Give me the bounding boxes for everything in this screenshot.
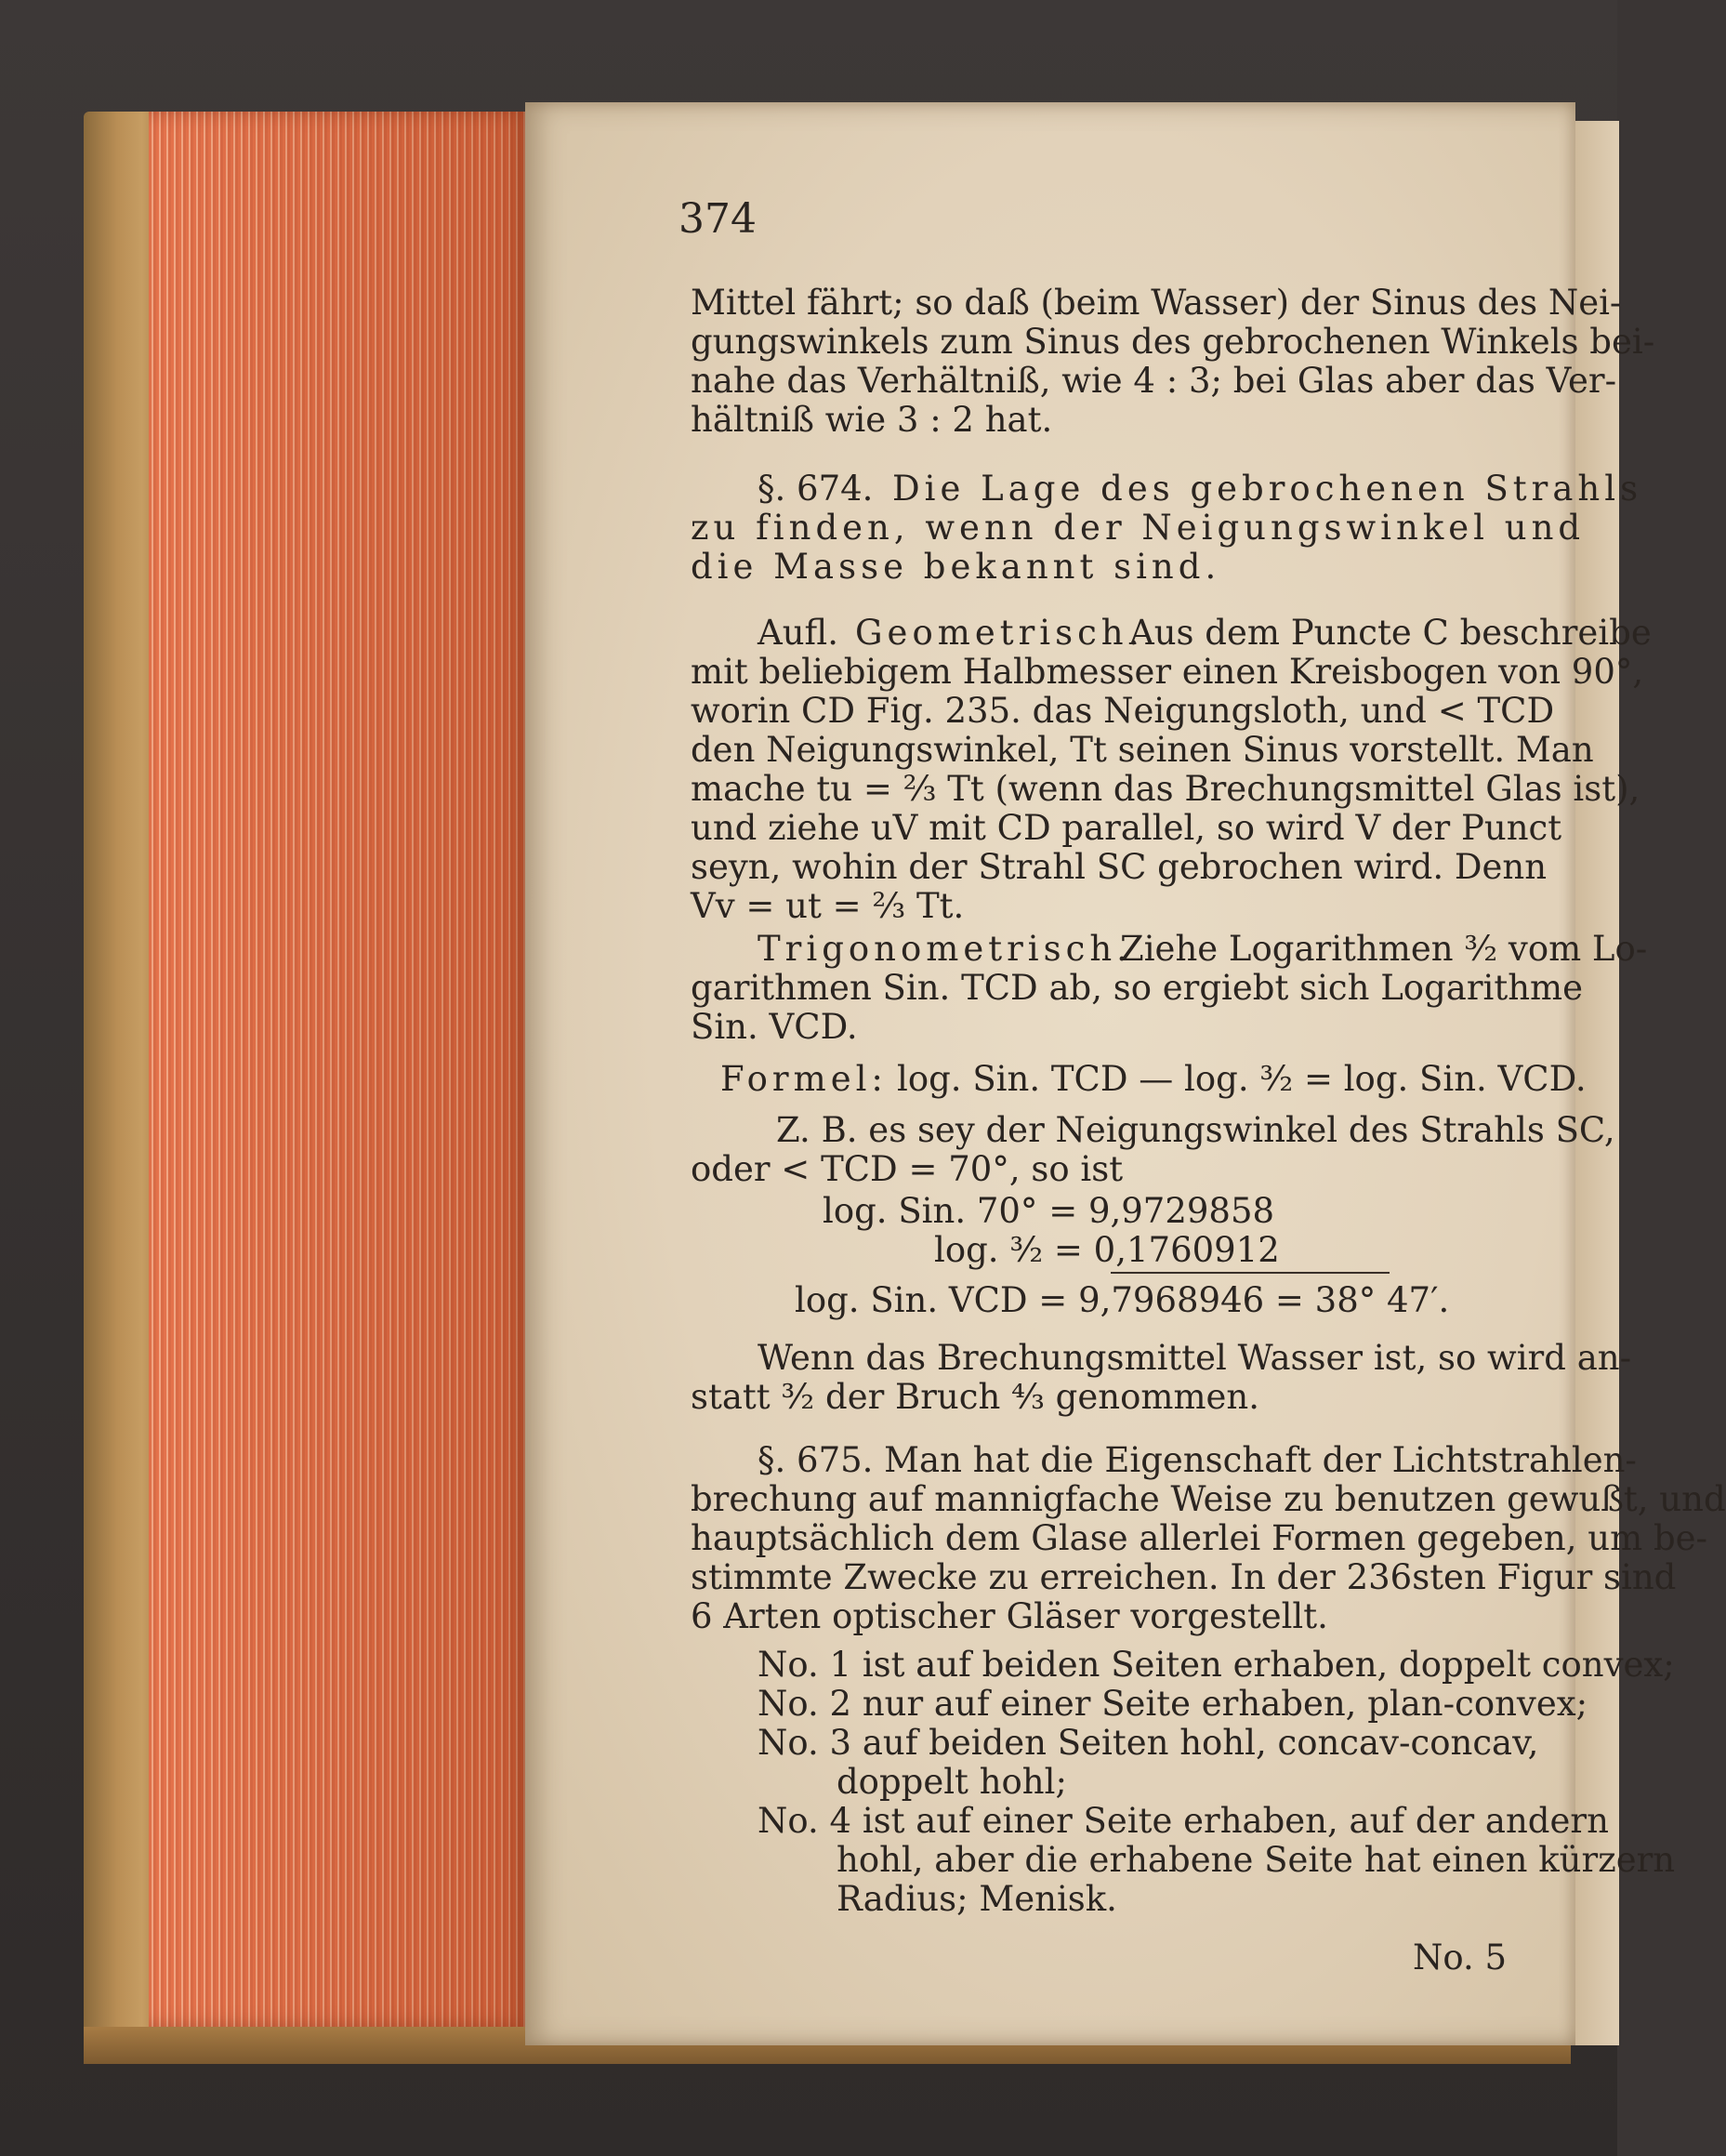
book-page <box>525 102 1726 2045</box>
text-line: mache tu = ⅔ Tt (wenn das Brechungsmittel Glas ist), <box>691 769 1640 809</box>
text-line: seyn, wohin der Strahl SC gebrochen wird. Denn <box>691 847 1548 887</box>
list-item: No. 3 auf beiden Seiten hohl, concav-concav, <box>758 1723 1539 1763</box>
text-line: hältniß wie 3 : 2 hat. <box>691 400 1053 440</box>
sum-rule <box>1111 1272 1390 1274</box>
formula-label: Formel: <box>720 1059 888 1099</box>
calculation-line: log. Sin. 70° = 9,9729858 <box>823 1191 1275 1231</box>
text-line: Mittel fährt; so daß (beim Wasser) der Sinus des Nei- <box>691 283 1622 323</box>
text-line: garithmen Sin. TCD ab, so ergiebt sich Logarithme <box>691 968 1584 1008</box>
text-line: gungswinkels zum Sinus des gebrochenen Winkels bei- <box>691 322 1655 362</box>
text-line: Geometrisch. <box>855 613 1144 653</box>
text-line: Aus dem Puncte C beschreibe <box>1129 613 1652 653</box>
text-line: mit beliebigem Halbmesser einen Kreisbogen von 90°, <box>691 652 1644 692</box>
text-line: den Neigungswinkel, Tt seinen Sinus vorstellt. Man <box>691 730 1594 770</box>
text-line: stimmte Zwecke zu erreichen. In der 236sten Figur sind <box>691 1557 1677 1597</box>
text-line: §. 675. Man hat die Eigenschaft der Lichtstrahlen- <box>758 1440 1637 1480</box>
text-line: Wenn das Brechungsmittel Wasser ist, so wird an- <box>758 1338 1632 1378</box>
book-page-edges <box>149 112 530 2027</box>
list-item: doppelt hohl; <box>837 1762 1067 1802</box>
section-heading: Die Lage des gebrochenen Strahls <box>892 469 1643 509</box>
text-line: oder < TCD = 70°, so ist <box>691 1149 1124 1189</box>
list-item: Radius; Menisk. <box>837 1879 1117 1919</box>
text-line: Trigonometrisch. <box>758 929 1132 969</box>
text-line: worin CD Fig. 235. das Neigungsloth, und < TCD <box>691 691 1555 731</box>
list-item: hohl, aber die erhabene Seite hat einen kürzern <box>837 1840 1676 1880</box>
text-line: hauptsächlich dem Glase allerlei Formen gegeben, um be- <box>691 1518 1708 1558</box>
list-item: No. 4 ist auf einer Seite erhaben, auf der andern <box>758 1801 1609 1841</box>
page-number: 374 <box>679 195 757 243</box>
page-text <box>525 102 1726 2045</box>
calculation-line: log. ³⁄₂ = 0,1760912 <box>934 1230 1280 1270</box>
text-line: Ziehe Logarithmen ³⁄₂ vom Lo- <box>1120 929 1648 969</box>
formula: log. Sin. TCD — log. ³⁄₂ = log. Sin. VCD. <box>897 1059 1587 1099</box>
section-heading: zu finden, wenn der Neigungswinkel und <box>691 508 1586 548</box>
text-line: Z. B. es sey der Neigungswinkel des Strahls SC, <box>776 1110 1615 1150</box>
text-line: Aufl. <box>758 613 838 653</box>
text-line: Sin. VCD. <box>691 1007 858 1047</box>
text-line: nahe das Verhältniß, wie 4 : 3; bei Glas aber das Ver- <box>691 361 1617 401</box>
section-heading: die Masse bekannt sind. <box>691 547 1221 587</box>
text-line: 6 Arten optischer Gläser vorgestellt. <box>691 1596 1328 1636</box>
list-item: No. 1 ist auf beiden Seiten erhaben, doppelt convex; <box>758 1645 1675 1685</box>
list-item: No. 2 nur auf einer Seite erhaben, plan-convex; <box>758 1684 1588 1724</box>
text-line: statt ³⁄₂ der Bruch ⁴⁄₃ genommen. <box>691 1377 1260 1417</box>
text-line: Vv = ut = ⅔ Tt. <box>691 886 965 926</box>
text-line: und ziehe uV mit CD parallel, so wird V der Punct <box>691 808 1562 848</box>
text-line: brechung auf mannigfache Weise zu benutzen gewußt, und <box>691 1479 1726 1519</box>
calculation-line: log. Sin. VCD = 9,7968946 = 38° 47′. <box>795 1280 1450 1320</box>
catchword: No. 5 <box>1413 1938 1508 1977</box>
section-number: §. 674. <box>758 469 874 509</box>
